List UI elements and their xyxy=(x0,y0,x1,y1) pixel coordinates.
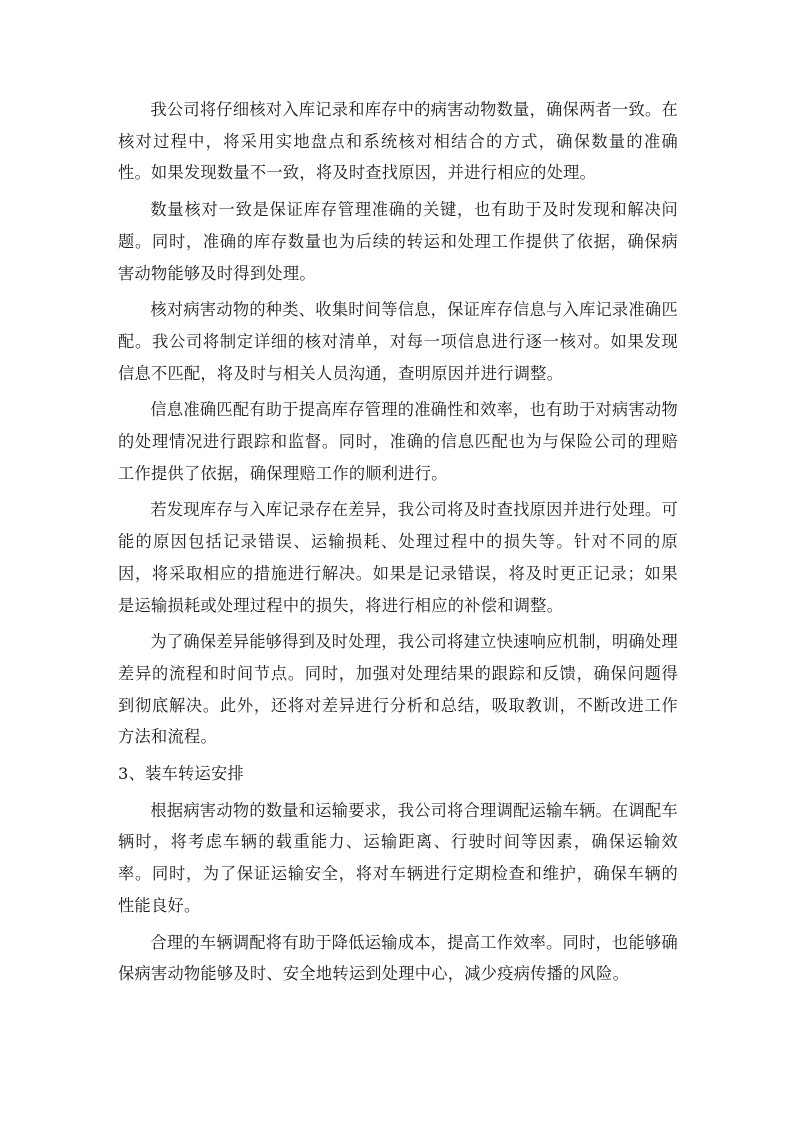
paragraph-info-check: 核对病害动物的种类、收集时间等信息，保证库存信息与入库记录准确匹配。我公司将制定详细的核对清单，对每一项信息进行逐一核对。如果发现信息不匹配，将及时与相关人员沟通，查明原因并进行调整。 xyxy=(118,300,678,383)
paragraph-discrepancy-handling: 若发现库存与入库记录存在差异，我公司将及时查找原因并进行处理。可能的原因包括记录错误、运输损耗、处理过程中的损失等。针对不同的原因，将采取相应的措施进行解决。如果是记录错误，将及时更正记录；如果是运输损耗或处理过程中的损失，将进行相应的补偿和调整。 xyxy=(118,500,678,615)
paragraph-vehicle-dispatch: 根据病害动物的数量和运输要求，我公司将合理调配运输车辆。在调配车辆时，将考虑车辆的载重能力、运输距离、行驶时间等因素，确保运输效率。同时，为了保证运输安全，将对车辆进行定期检查和维护，确保车辆的性能良好。 xyxy=(118,800,678,915)
section-heading: 3、装车转运安排 xyxy=(118,764,245,784)
document-page xyxy=(118,94,678,995)
paragraph-quantity-check: 我公司将仔细核对入库记录和库存中的病害动物数量，确保两者一致。在核对过程中，将采用实地盘点和系统核对相结合的方式，确保数量的准确性。如果发现数量不一致，将及时查找原因，并进行相应的处理。 xyxy=(118,100,678,183)
paragraph-quantity-importance: 数量核对一致是保证库存管理准确的关键，也有助于及时发现和解决问题。同时，准确的库存数量也为后续的转运和处理工作提供了依据，确保病害动物能够及时得到处理。 xyxy=(118,200,678,283)
paragraph-discrepancy-response: 为了确保差异能够得到及时处理，我公司将建立快速响应机制，明确处理差异的流程和时间节点。同时，加强对处理结果的跟踪和反馈，确保问题得到彻底解决。此外，还将对差异进行分析和总结，吸取教训，不断改进工作方法和流程。 xyxy=(118,632,678,747)
paragraph-dispatch-benefits: 合理的车辆调配将有助于降低运输成本，提高工作效率。同时，也能够确保病害动物能够及时、安全地转运到处理中心，减少疫病传播的风险。 xyxy=(118,932,678,984)
paragraph-info-importance: 信息准确匹配有助于提高库存管理的准确性和效率，也有助于对病害动物的处理情况进行跟踪和监督。同时，准确的信息匹配也为与保险公司的理赔工作提供了依据，确保理赔工作的顺利进行。 xyxy=(118,400,678,483)
